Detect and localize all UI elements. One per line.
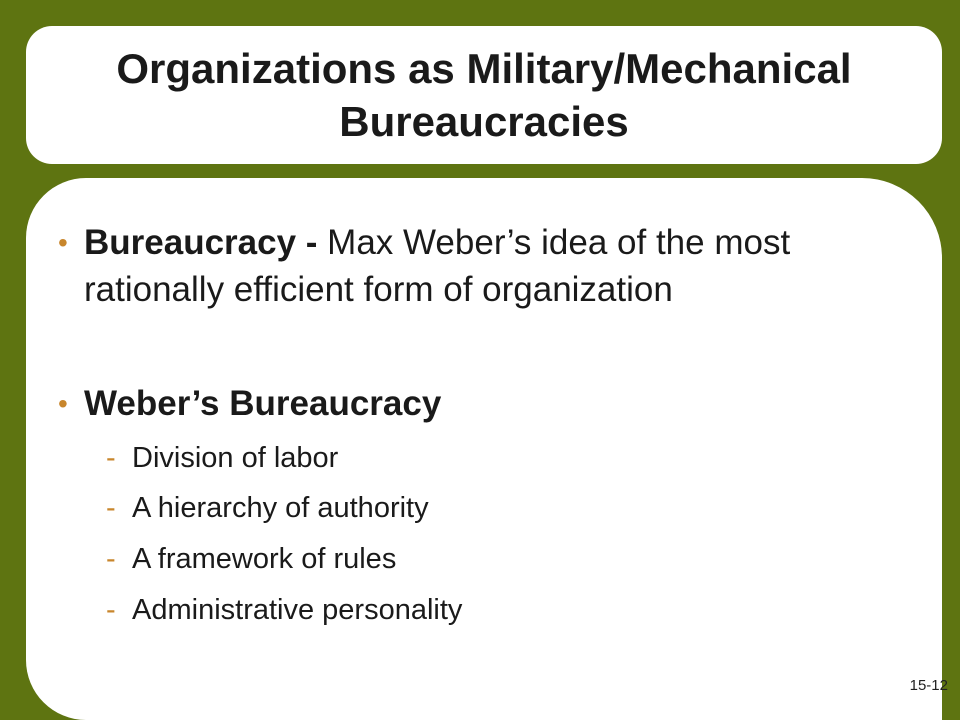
dash-icon: - [106, 543, 116, 575]
sub-item [106, 490, 806, 526]
bullet-text [84, 380, 858, 427]
bullet-icon: • [58, 227, 68, 258]
bullet-term: Weber’s Bureaucracy [84, 384, 442, 423]
dash-icon: - [106, 492, 116, 524]
sub-item-label: Administrative personality [132, 594, 463, 626]
dash-icon: - [106, 594, 116, 626]
dash-icon: - [106, 442, 116, 474]
bullet-text [84, 219, 858, 313]
slide-number: 15-12 [909, 677, 948, 694]
bullet-term: Bureaucracy - [84, 223, 318, 262]
sub-item-label: Division of labor [132, 442, 339, 474]
bullet-icon: • [58, 388, 68, 419]
bullet-item-bureaucracy [58, 219, 858, 313]
title-panel [26, 26, 942, 164]
bullet-description: Max Weber’s idea of the most rationally efficient form of organization [84, 223, 791, 309]
sub-item-label: A hierarchy of authority [132, 492, 429, 524]
sub-item [106, 541, 806, 577]
sub-item [106, 592, 806, 628]
slide-title: Organizations as Military/Mechanical Bureaucracies [116, 45, 852, 145]
sub-item-label: A framework of rules [132, 543, 397, 575]
sub-item [106, 440, 806, 476]
bullet-item-webers-bureaucracy [58, 380, 858, 427]
